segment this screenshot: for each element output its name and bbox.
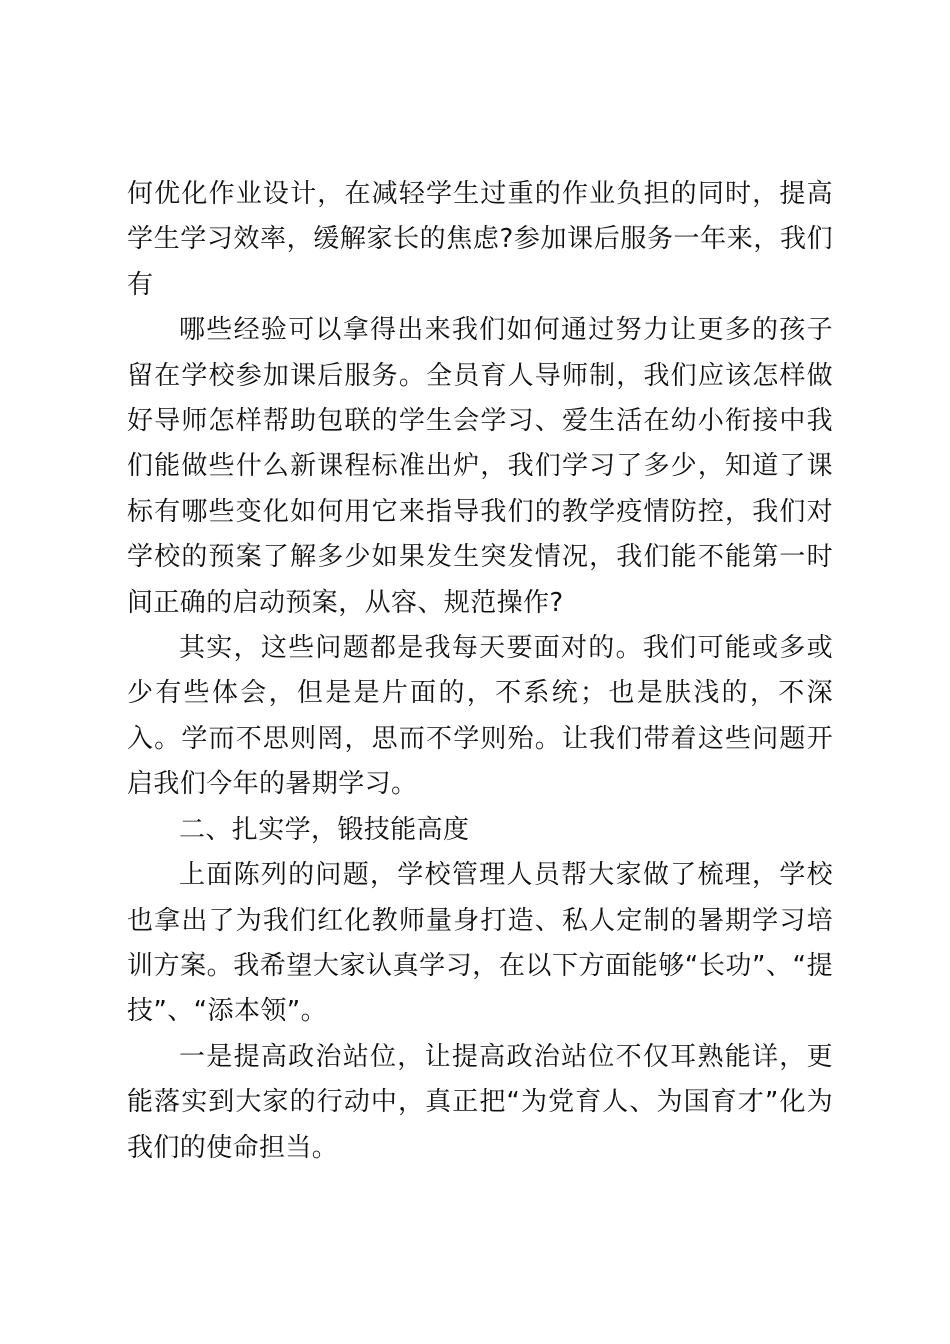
paragraph-reflection: 其实，这些问题都是我每天要面对的。我们可能或多或少有些体会，但是是片面的，不系统；也是肤浅的，不深入。学而不思则罔，思而不学则殆。让我们带着这些问题开启我们今年的暑期学习。 [127,633,833,800]
paragraph-questions: 哪些经验可以拿得出来我们如何通过努力让更多的孩子留在学校参加课后服务。全员育人导师制，我们应该怎样做好导师怎样帮助包联的学生会学习、爱生活在幼小衔接中我们能做些什么新课程标准出炉，我们学习了多少，知道了课标有哪些变化如何用它来指导我们的教学疫情防控，我们对学校的预案了解多少如果发生突发情况，我们能不能第一时间正确的启动预案，从容、规范操作? [127,315,833,618]
document-body [127,172,833,1171]
paragraph-political-stance: 一是提高政治站位，让提高政治站位不仅耳熟能详，更能落实到大家的行动中，真正把“为党育人、为国育才”化为我们的使命担当。 [127,1041,833,1163]
paragraph-continuation: 何优化作业设计，在减轻学生过重的作业负担的同时，提高学生学习效率，缓解家长的焦虑?参加课后服务一年来，我们有 [127,179,833,300]
section-heading: 二、扎实学，锻技能高度 [179,814,470,845]
paragraph-training-plan: 上面陈列的问题，学校管理人员帮大家做了梳理，学校也拿出了为我们红化教师量身打造、私人定制的暑期学习培训方案。我希望大家认真学习，在以下方面能够“长功”、“提技”、“添本领”。 [127,860,833,1027]
